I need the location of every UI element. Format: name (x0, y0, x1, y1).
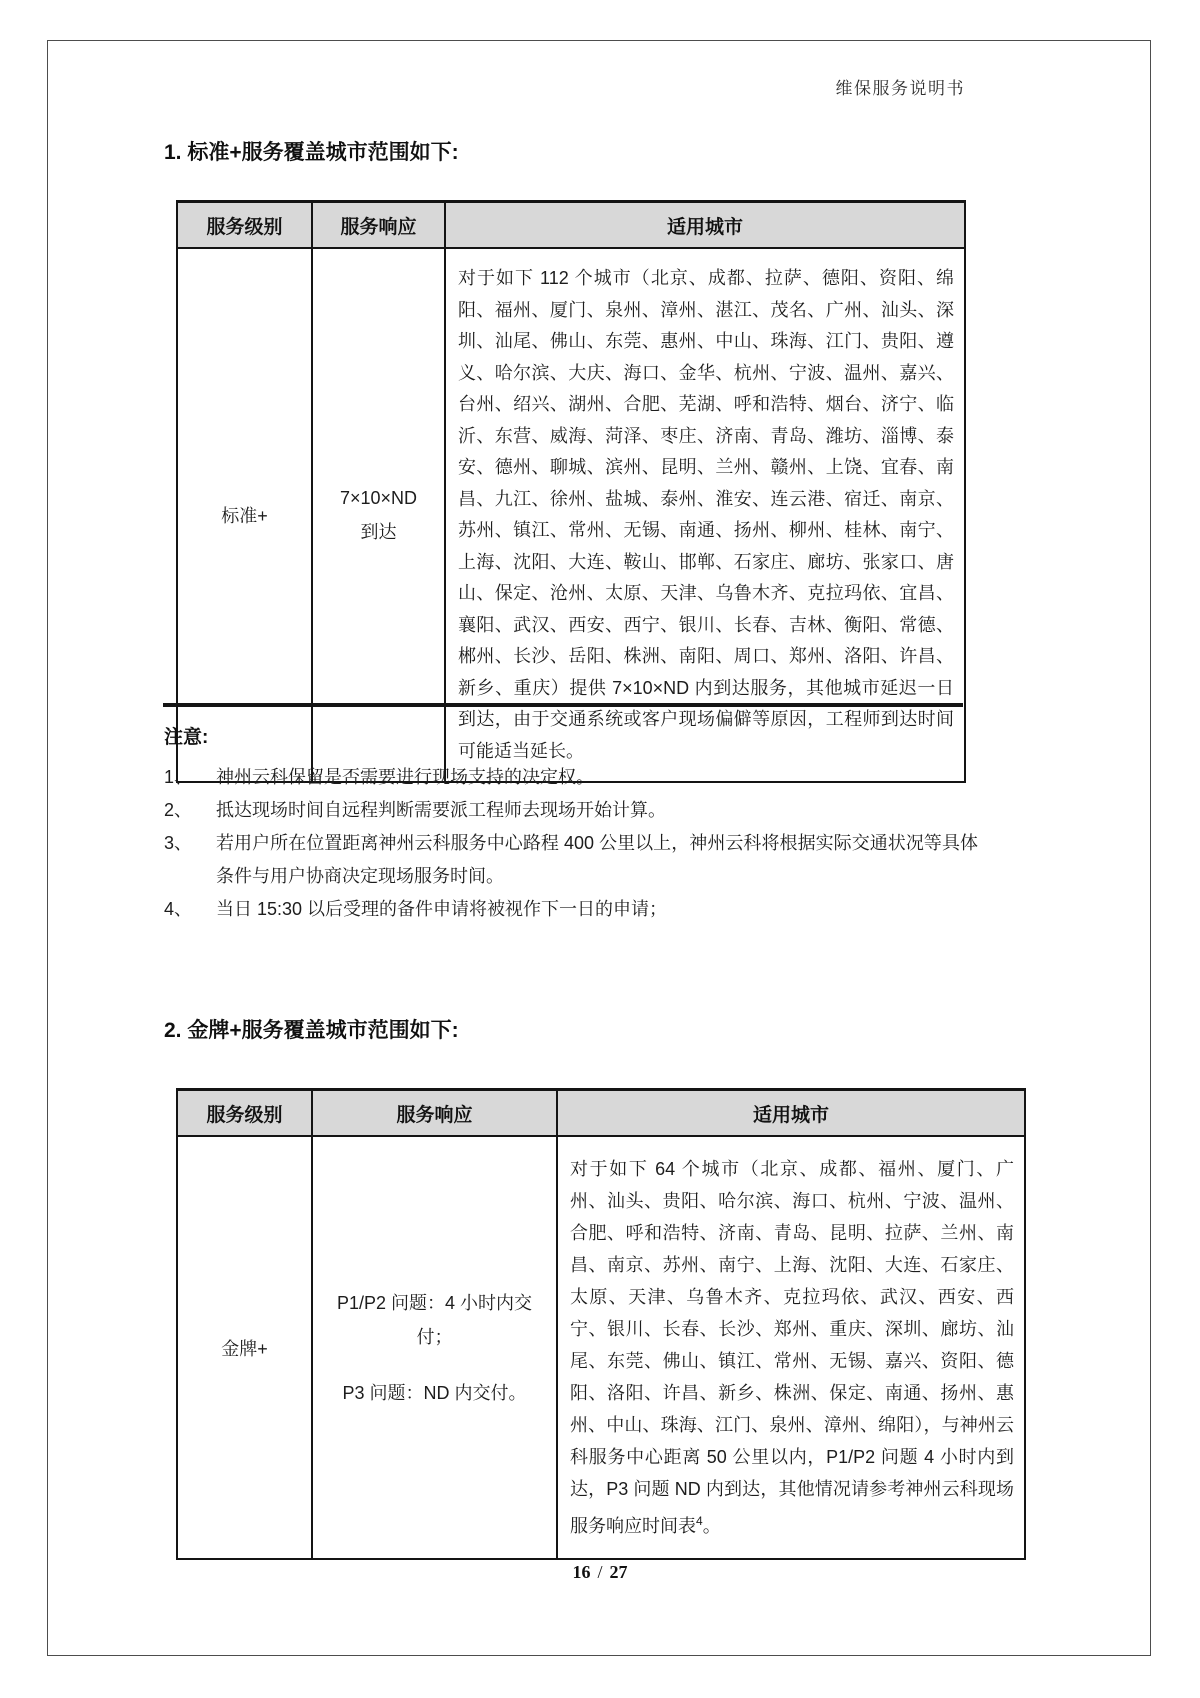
total-page-count: 27 (609, 1562, 628, 1582)
note-item-1 (164, 761, 978, 794)
notes-section (164, 722, 978, 926)
note-item-2 (164, 794, 978, 827)
table2-service-response-cell (312, 1136, 557, 1559)
table2-header-service-level: 服务级别 (177, 1090, 312, 1137)
table2-response-line2: P3 问题：ND 内交付。 (342, 1382, 527, 1403)
footnote-reference: 4 (696, 1514, 703, 1528)
table2-row-gold-plus (177, 1136, 1025, 1559)
table1-response-line1: 7×10×ND (339, 488, 418, 508)
table2-cities-text: 对于如下 64 个城市（北京、成都、福州、厦门、广州、汕头、贵阳、哈尔滨、海口、杭州、宁波、温州、合肥、呼和浩特、济南、青岛、昆明、拉萨、兰州、南昌、南京、苏州、南宁、上海、沈阳、大连、石家庄、太原、天津、乌鲁木齐、克拉玛依、武汉、西安、西宁、银川、长春、长沙、郑州、重庆、深圳、廊坊、汕尾、东莞、佛山、镇江、常州、无锡、嘉兴、资阳、德阳、洛阳、许昌、新乡、株洲、保定、南通、扬州、惠州、中山、珠海、江门、泉州、漳州、绵阳），与神州云科服务中心距离 50 公里以内，P1/P2 问题 4 小时内到达，P3 问题 ND 内到达，其他情况请参考神州云科现场服务响应时间表 (570, 1159, 1014, 1536)
note-text: 抵达现场时间自远程判断需要派工程师去现场开始计算。 (216, 800, 666, 820)
note-number: 1、 (164, 767, 193, 787)
current-page-number: 16 (572, 1562, 591, 1582)
note-text: 当日 15:30 以后受理的备件申请将被视作下一日的申请； (216, 899, 668, 919)
gold-plus-coverage-table (176, 1088, 1026, 1560)
table2-header-service-response: 服务响应 (312, 1090, 557, 1137)
table1-service-response-cell (312, 248, 445, 782)
note-item-4 (164, 893, 978, 926)
table1-cities-cell: 对于如下 112 个城市（北京、成都、拉萨、德阳、资阳、绵阳、福州、厦门、泉州、漳州、湛江、茂名、广州、汕头、深圳、汕尾、佛山、东莞、惠州、中山、珠海、江门、贵阳、遵义、哈尔滨、大庆、海口、金华、杭州、宁波、温州、嘉兴、台州、绍兴、湖州、合肥、芜湖、呼和浩特、烟台、济宁、临沂、东营、威海、菏泽、枣庄、济南、青岛、潍坊、淄博、泰安、德州、聊城、滨州、昆明、兰州、赣州、上饶、宜春、南昌、九江、徐州、盐城、泰州、淮安、连云港、宿迁、南京、苏州、镇江、常州、无锡、南通、扬州、柳州、桂林、南宁、上海、沈阳、大连、鞍山、邯郸、石家庄、廊坊、张家口、唐山、保定、沧州、太原、天津、乌鲁木齐、克拉玛依、宜昌、襄阳、武汉、西安、西宁、银川、长春、吉林、衡阳、常德、郴州、长沙、岳阳、株洲、南阳、周口、郑州、洛阳、许昌、新乡、重庆）提供 7×10×ND 内到达服务，其他城市延迟一日到达，由于交通系统或客户现场偏僻等原因，工程师到达时间可能适当延长。 (445, 248, 965, 782)
table1-row-standard-plus (177, 248, 965, 782)
table1-response-line2: 到达 (360, 522, 397, 542)
section-2-heading: 2. 金牌+服务覆盖城市范围如下: (164, 1019, 459, 1042)
standard-plus-coverage-table (176, 200, 966, 783)
table1-header-applicable-cities: 适用城市 (445, 202, 965, 249)
table1-header-service-level: 服务级别 (177, 202, 312, 249)
note-text: 若用户所在位置距离神州云科服务中心路程 400 公里以上，神州云科将根据实际交通状况等具体条件与用户协商决定现场服务时间。 (216, 833, 978, 886)
section-divider-line (163, 703, 963, 707)
note-number: 4、 (164, 899, 193, 919)
table1-header-service-response: 服务响应 (312, 202, 445, 249)
table2-cities-text-end: 。 (702, 1516, 721, 1536)
notes-label: 注意: (164, 727, 209, 748)
document-header-title: 维保服务说明书 (835, 79, 965, 98)
table2-header-row (177, 1090, 1025, 1137)
note-item-3 (164, 827, 978, 893)
table2-cities-cell (557, 1136, 1025, 1559)
table2-service-level-cell: 金牌+ (177, 1136, 312, 1559)
note-number: 2、 (164, 800, 193, 820)
section-1-heading: 1. 标准+服务覆盖城市范围如下: (164, 141, 459, 164)
table2-response-line1: P1/P2 问题：4 小时内交付； (336, 1292, 533, 1347)
note-number: 3、 (164, 833, 193, 853)
table1-service-level-cell: 标准+ (177, 248, 312, 782)
note-text: 神州云科保留是否需要进行现场支持的决定权。 (216, 767, 594, 787)
page-footer (0, 1562, 1200, 1583)
page-separator: / (597, 1562, 603, 1582)
table1-header-row (177, 202, 965, 249)
table2-header-applicable-cities: 适用城市 (557, 1090, 1025, 1137)
